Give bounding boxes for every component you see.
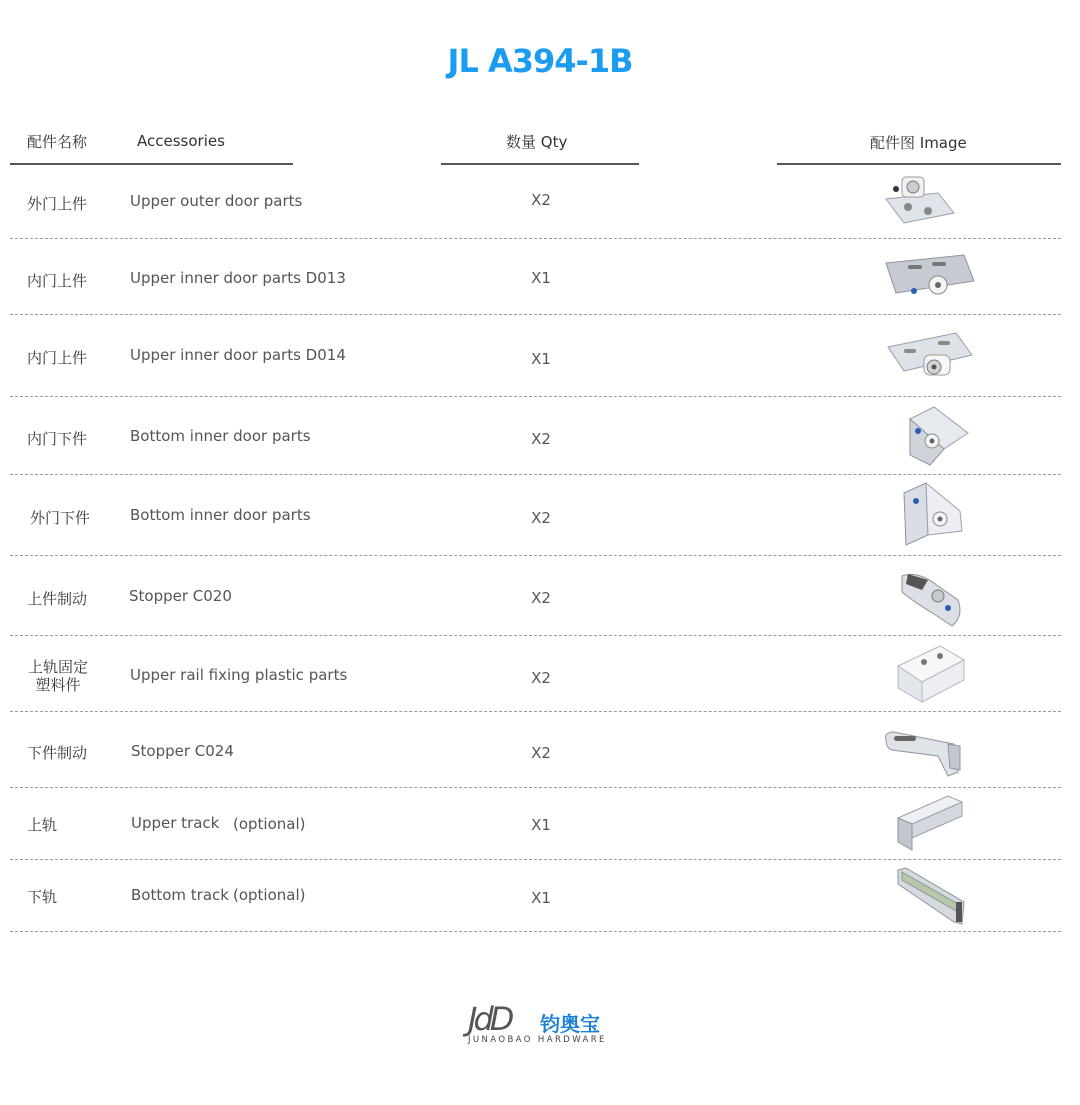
header-name-cn: 配件名称 xyxy=(27,133,88,151)
part-qty: X2 xyxy=(531,430,551,448)
part-name-cn: 外门下件 xyxy=(30,509,91,527)
part-qty: X2 xyxy=(531,589,551,607)
part-qty: X2 xyxy=(531,191,551,209)
part-name-cn: 上轨固定 塑料件 xyxy=(27,658,88,694)
row-separator xyxy=(10,788,1061,860)
part-qty: X2 xyxy=(531,509,551,527)
row-separator xyxy=(10,860,1061,932)
part-optional: (optional) xyxy=(233,815,306,833)
part-name-en: Bottom inner door parts xyxy=(130,506,311,524)
part-name-cn: 上件制动 xyxy=(27,590,88,608)
part-name-cn: 上轨 xyxy=(27,816,58,834)
part-name-cn: 下轨 xyxy=(27,888,58,906)
part-name-cn: 下件制动 xyxy=(27,744,88,762)
part-name-en: Stopper C020 xyxy=(129,587,232,605)
part-name-en: Bottom track xyxy=(131,886,229,904)
brand-logo xyxy=(468,1000,613,1050)
header-qty: 数量 Qty xyxy=(506,133,568,151)
row-separator xyxy=(10,475,1061,556)
logo-english-name: JUNAOBAO HARDWARE xyxy=(468,1035,607,1045)
header-image: 配件图 Image xyxy=(870,134,967,152)
header-name-en: Accessories xyxy=(137,132,225,150)
part-name-cn: 内门上件 xyxy=(27,349,88,367)
row-separator xyxy=(10,397,1061,475)
part-qty: X1 xyxy=(531,889,551,907)
page-title: JL A394-1B xyxy=(447,42,633,80)
row-separator xyxy=(10,239,1061,315)
row-separator xyxy=(10,165,1061,239)
part-qty: X1 xyxy=(531,269,551,287)
part-name-en: Upper outer door parts xyxy=(130,192,303,210)
part-name-en: Upper track xyxy=(131,814,220,832)
part-name-cn: 外门上件 xyxy=(27,195,88,213)
part-qty: X2 xyxy=(531,669,551,687)
row-separator xyxy=(10,556,1061,636)
part-name-cn: 内门上件 xyxy=(27,272,88,290)
part-name-en: Upper inner door parts D013 xyxy=(130,269,346,287)
part-name-en: Stopper C024 xyxy=(131,742,234,760)
logo-mark: JdD xyxy=(468,1000,511,1038)
part-name-en: Upper inner door parts D014 xyxy=(130,346,346,364)
part-optional: (optional) xyxy=(233,886,306,904)
part-qty: X1 xyxy=(531,816,551,834)
part-qty: X2 xyxy=(531,744,551,762)
part-name-cn: 内门下件 xyxy=(27,430,88,448)
row-separator xyxy=(10,712,1061,788)
row-separator xyxy=(10,636,1061,712)
logo-chinese-name: 钧奥宝 xyxy=(540,1012,600,1036)
part-name-en: Upper rail fixing plastic parts xyxy=(130,666,348,684)
part-qty: X1 xyxy=(531,350,551,368)
row-separator xyxy=(10,315,1061,397)
part-name-en: Bottom inner door parts xyxy=(130,427,311,445)
